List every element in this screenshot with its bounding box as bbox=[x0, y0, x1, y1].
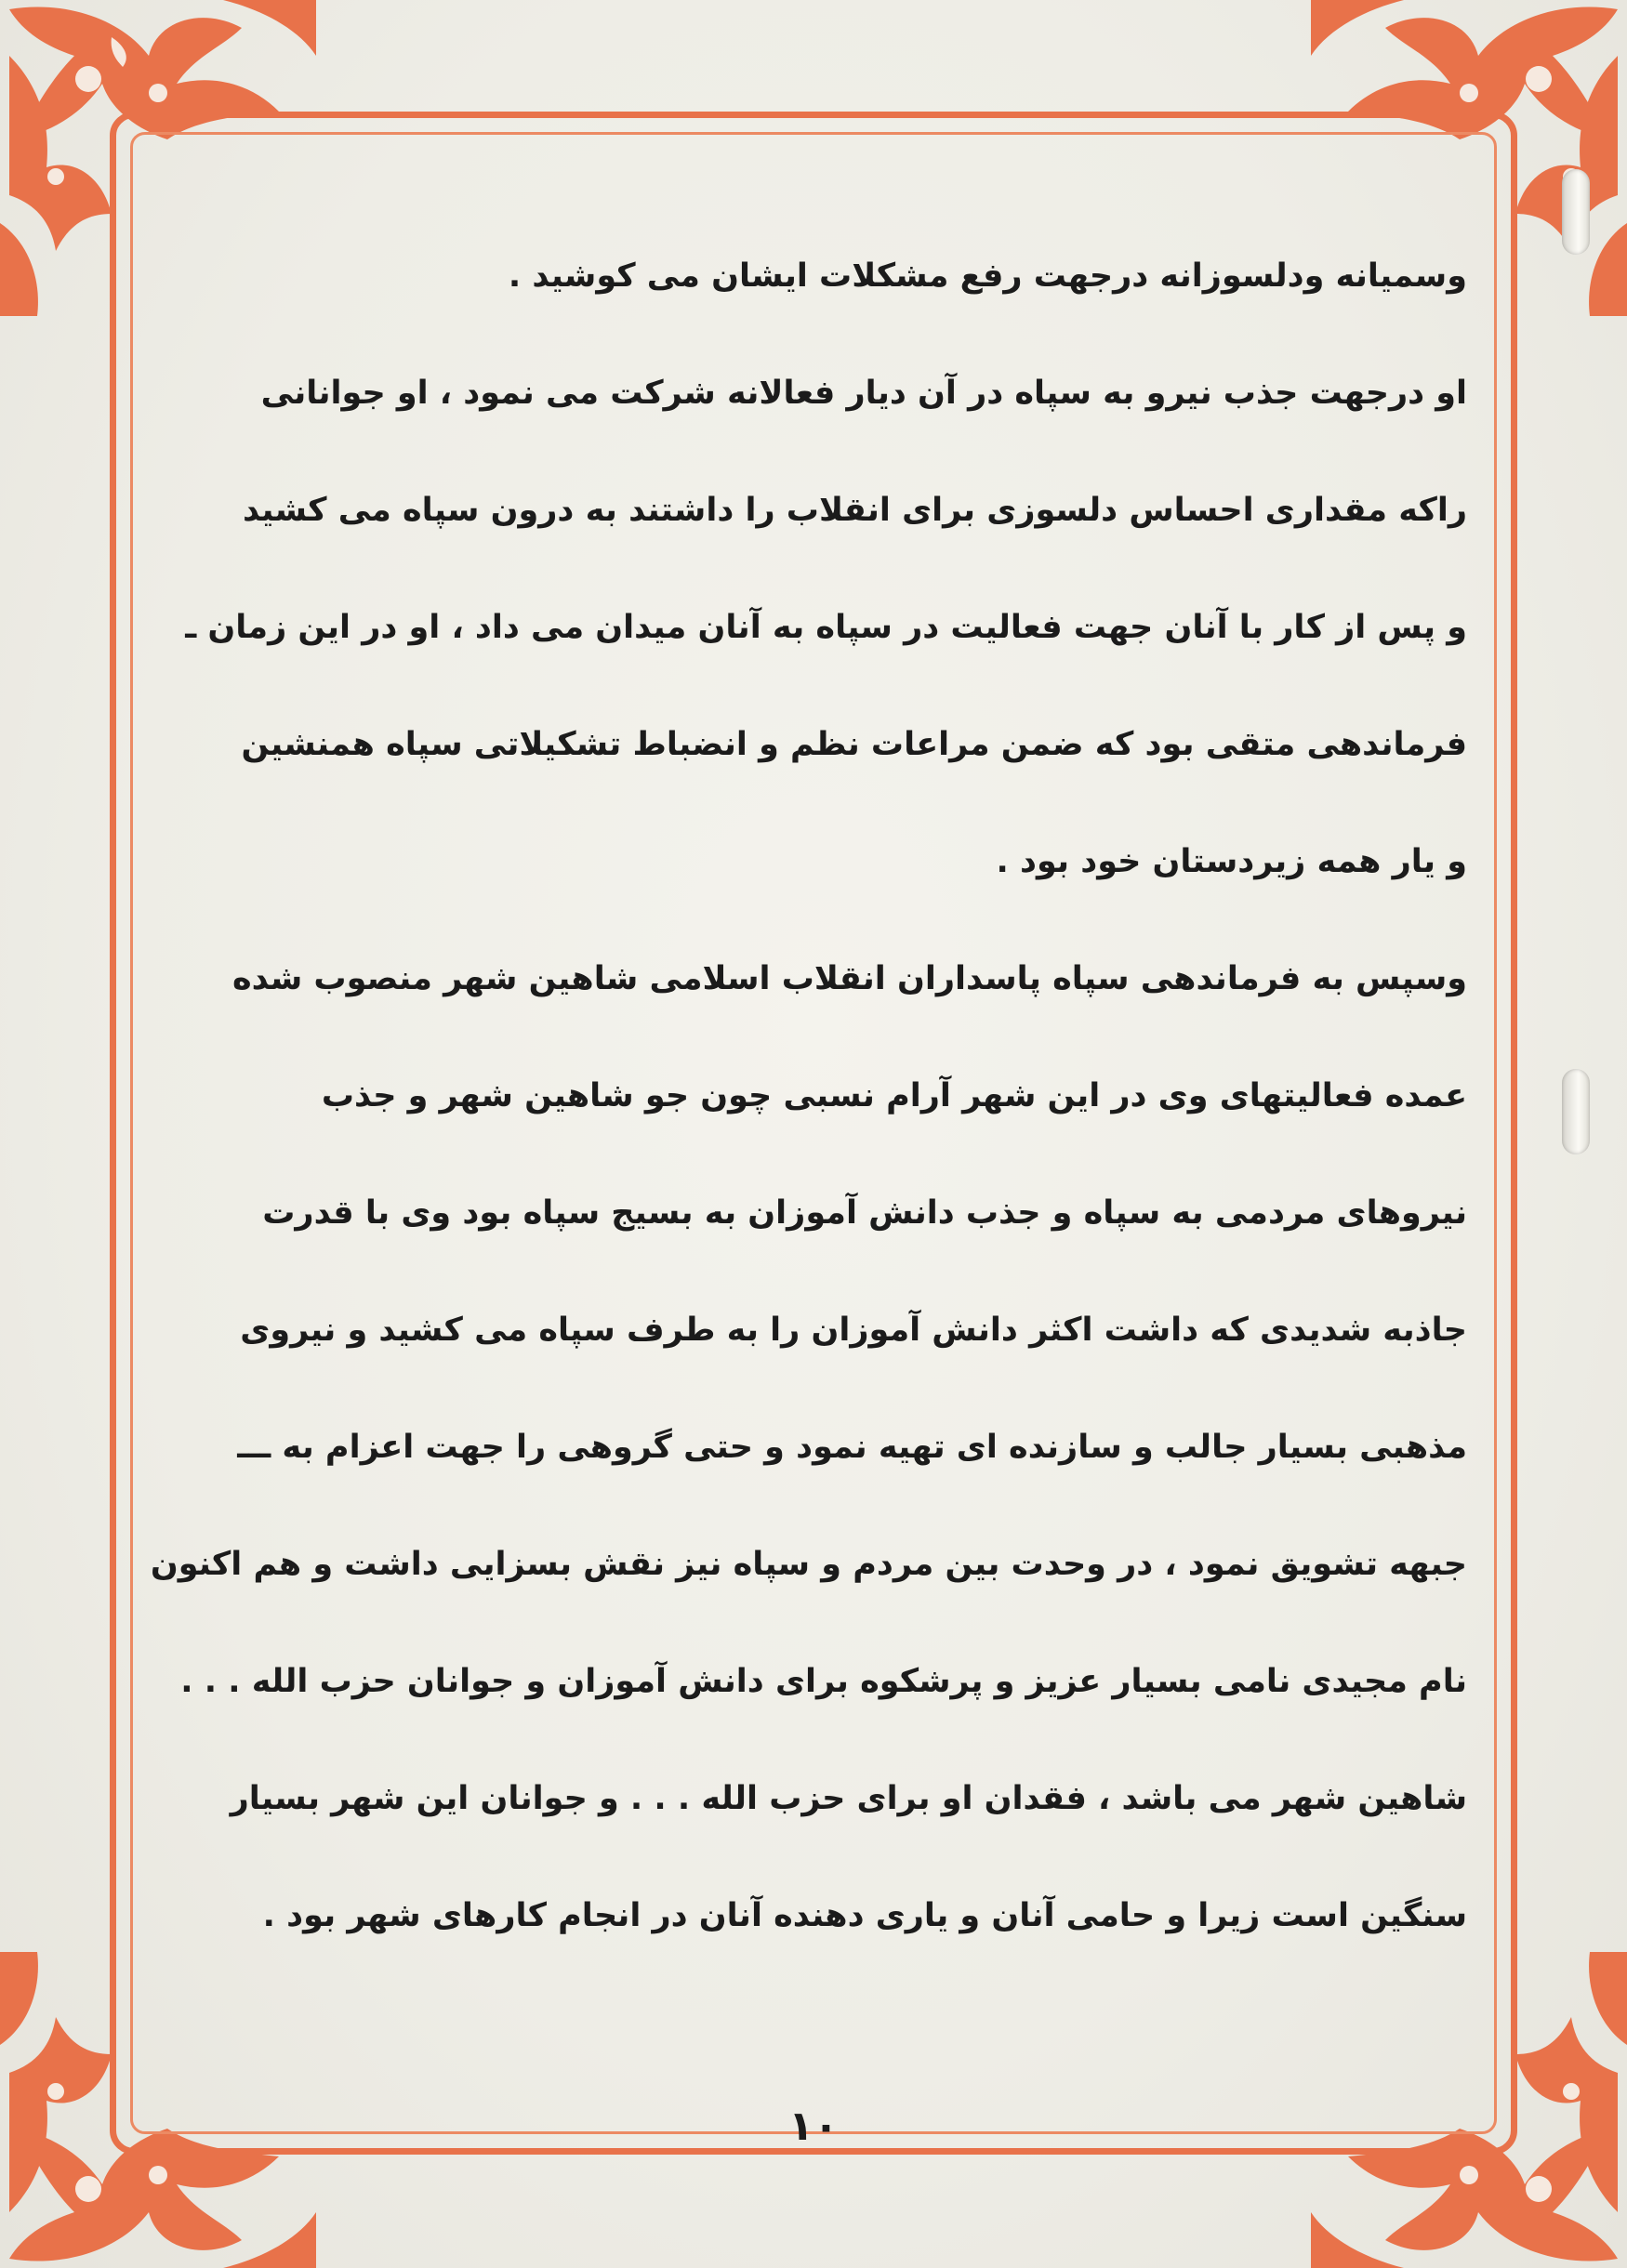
body-text bbox=[104, 244, 1467, 2000]
page-number: ١٠ bbox=[788, 2103, 839, 2150]
text-line: عمده فعالیتهای وی در این شهر آرام نسبی چون جو شاهین شهر و جذب bbox=[321, 1077, 1467, 1114]
text-line: نیروهای مردمی به سپاه و جذب دانش آموزان به بسیج سپاه بود وی با قدرت bbox=[262, 1194, 1467, 1232]
text-line: مذهبی بسیار جالب و سازنده ای تهیه نمود و حتی گروهی را جهت اعزام به ـــ bbox=[237, 1429, 1467, 1466]
text-line: نام مجیدی نامی بسیار عزیز و پرشکوه برای دانش آموزان و جوانان حزب الله . . . bbox=[180, 1663, 1467, 1700]
text-line: و یار همه زیردستان خود بود . bbox=[996, 843, 1467, 880]
text-line: جاذبه شدیدی که داشت اکثر دانش آموزان را به طرف سپاه می کشید و نیروی bbox=[240, 1312, 1467, 1349]
text-line: سنگین است زیرا و حامی آنان و یاری دهنده آنان در انجام کارهای شهر بود . bbox=[262, 1897, 1467, 1934]
text-line: فرماندهی متقی بود که ضمن مراعات نظم و انضباط تشکیلاتی سپاه همنشین bbox=[241, 726, 1467, 763]
text-line: و پس از کار با آنان جهت فعالیت در سپاه به آنان میدان می داد ، او در این زمان ـ bbox=[185, 609, 1467, 646]
text-line: جبهه تشویق نمود ، در وحدت بین مردم و سپاه نیز نقش بسزایی داشت و هم اکنون bbox=[150, 1546, 1467, 1583]
text-line: وسمیانه ودلسوزانه درجهت رفع مشکلات ایشان می کوشید . bbox=[508, 257, 1467, 295]
text-line: او درجهت جذب نیرو به سپاه در آن دیار فعالانه شرکت می نمود ، او جوانانی bbox=[260, 375, 1467, 412]
text-line: راکه مقداری احساس دلسوزی برای انقلاب را داشتند به درون سپاه می کشید bbox=[243, 492, 1467, 529]
punch-hole-middle bbox=[1562, 1069, 1590, 1154]
text-line: وسپس به فرماندهی سپاه پاسداران انقلاب اسلامی شاهین شهر منصوب شده bbox=[231, 960, 1467, 997]
punch-hole-top bbox=[1562, 169, 1590, 255]
text-line: شاهین شهر می باشد ، فقدان او برای حزب الله . . . و جوانان این شهر بسیار bbox=[230, 1780, 1467, 1817]
